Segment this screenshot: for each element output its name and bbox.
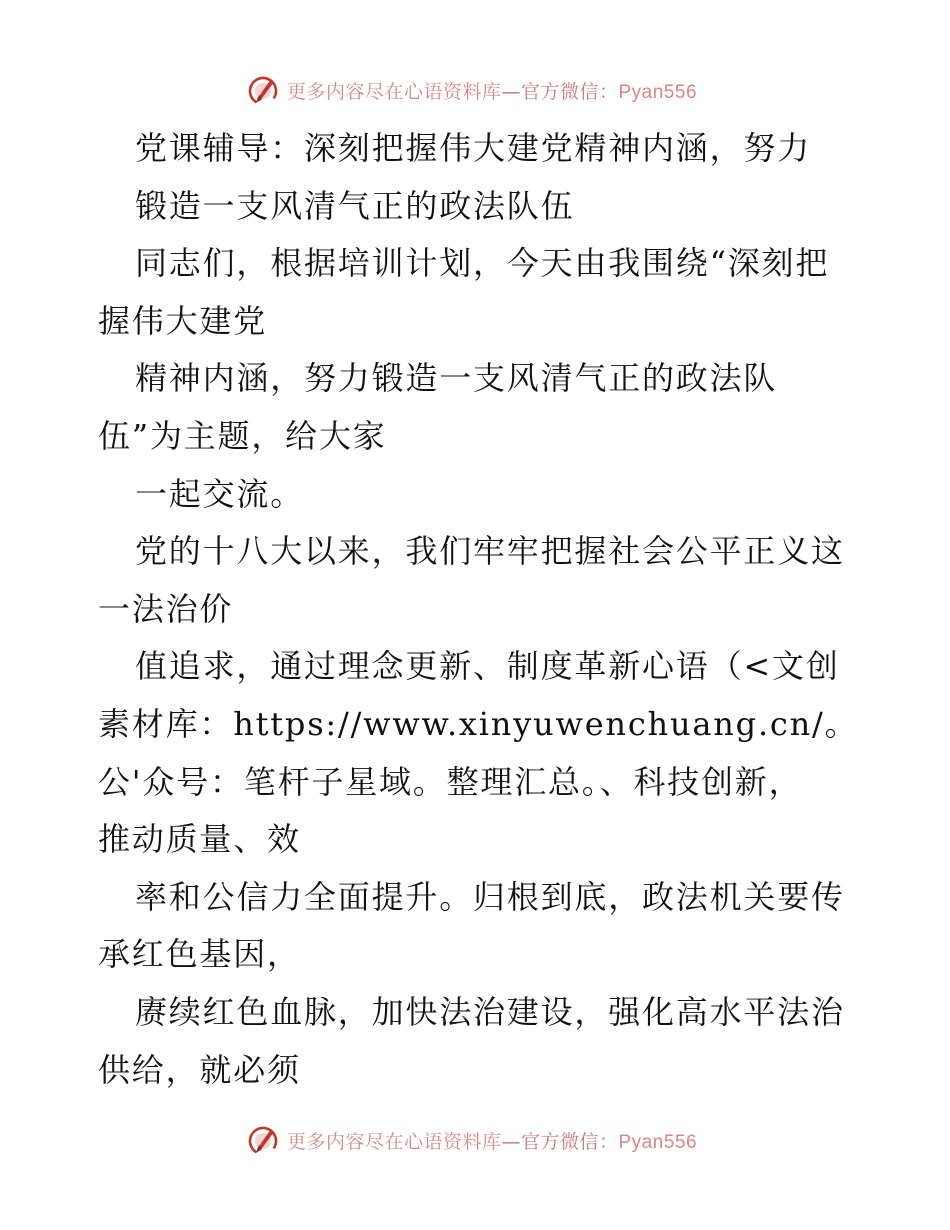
footer-banner-wechat-id: Pyan556 xyxy=(618,1131,698,1153)
footer-banner-separator: — xyxy=(501,1130,521,1153)
footer-banner-text xyxy=(287,1127,697,1154)
document-line: 公'众号：笔杆子星域。整理汇总。、科技创新， xyxy=(98,762,803,801)
document-body xyxy=(98,120,858,1099)
header-banner-wechat-id: Pyan556 xyxy=(618,81,698,103)
document-line: 党课辅导：深刻把握伟大建党精神内涵，努力 xyxy=(135,129,812,167)
document-line: 一法治价 xyxy=(98,589,234,628)
header-banner-content xyxy=(247,73,697,107)
footer-banner-title: 更多内容尽在心语资料库 xyxy=(286,1130,502,1153)
footer-banner-content xyxy=(247,1123,697,1157)
document-line: 承红色基因， xyxy=(98,935,301,974)
document-line: 精神内涵，努力锻造一支风清气正的政法队 xyxy=(135,359,778,398)
header-banner-wechat-label: 官方微信： xyxy=(520,80,619,103)
header-banner-separator: — xyxy=(501,80,521,103)
document-line: 率和公信力全面提升。归根到底，政法机关要传 xyxy=(135,877,845,916)
header-banner-text xyxy=(287,77,697,104)
document-line: 同志们，根据培训计划，今天由我围绕“深刻把 xyxy=(135,244,830,283)
footer-banner-wechat-label: 官方微信： xyxy=(520,1130,619,1153)
document-line: 握伟大建党 xyxy=(98,301,268,340)
document-line: 伍”为主题，给大家 xyxy=(98,416,387,455)
document-line: 值追求，通过理念更新、制度革新心语（<文创 xyxy=(135,647,840,686)
document-line: 锻造一支风清气正的政法队伍 xyxy=(135,186,575,225)
document-line: 素材库：https://www.xinyuwenchuang.cn/。 xyxy=(98,704,859,743)
header-banner-title: 更多内容尽在心语资料库 xyxy=(286,80,502,103)
document-line: 党的十八大以来，我们牢牢把握社会公平正义这 xyxy=(135,532,845,571)
quill-logo-icon xyxy=(247,1123,281,1157)
footer-banner xyxy=(0,1120,950,1160)
quill-logo-icon xyxy=(247,73,281,107)
header-banner xyxy=(0,70,950,110)
document-line: 推动质量、效 xyxy=(98,820,301,859)
document-line: 一起交流。 xyxy=(135,474,305,513)
document-line: 供给，就必须 xyxy=(98,1050,301,1089)
document-line: 赓续红色血脉，加快法治建设，强化高水平法治 xyxy=(135,992,845,1031)
